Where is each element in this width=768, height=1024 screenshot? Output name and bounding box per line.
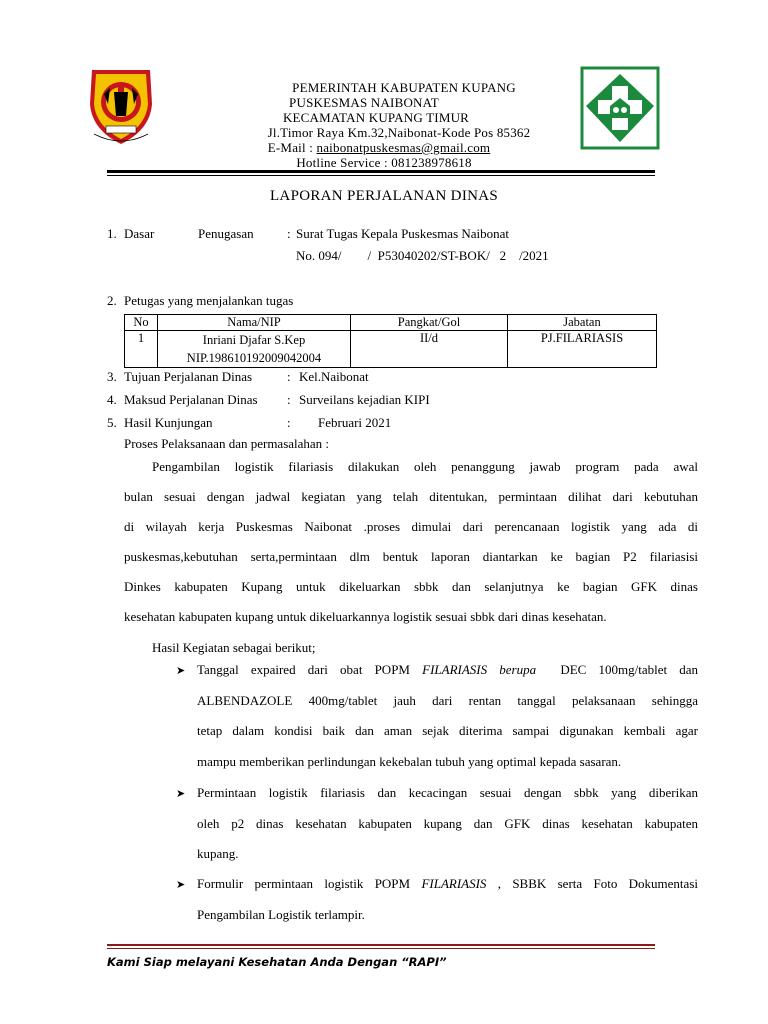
table-header-no: No bbox=[125, 315, 158, 331]
item5-sep: : bbox=[287, 415, 291, 430]
paragraph-line: puskesmas,kebutuhan serta,permintaan dlm bentuk laporan diantarkan ke bagian P2 filariasisi bbox=[124, 549, 698, 564]
email-label: E-Mail : bbox=[267, 140, 317, 155]
document-title: LAPORAN PERJALANAN DINAS bbox=[269, 188, 499, 204]
paragraph-line: kesehatan kabupaten kupang untuk dikeluarkannya logistik sesuai sbbk dari dinas kesehatan. bbox=[124, 609, 607, 624]
footer-rule-thin bbox=[107, 948, 655, 949]
header-line1: PEMERINTAH KABUPATEN KUPANG bbox=[292, 80, 516, 95]
item3-label: Tujuan Perjalanan Dinas bbox=[124, 369, 253, 384]
header-email-line bbox=[0, 140, 763, 156]
petugas-table bbox=[124, 314, 657, 368]
proses-label: Proses Pelaksanaan dan permasalahan : bbox=[124, 436, 330, 451]
header-rule-thick bbox=[107, 170, 655, 173]
hasil-label: Hasil Kegiatan sebagai berikut; bbox=[152, 640, 316, 655]
bullet-italic: FILARIASIS berupa bbox=[422, 662, 537, 677]
bullet-pre: Tanggal expaired dari obat POPM bbox=[197, 662, 423, 677]
footer-rule-thick bbox=[107, 944, 655, 946]
table-cell-nip: NIP.198610192009042004 bbox=[186, 351, 322, 365]
table-header-jabatan: Jabatan bbox=[508, 315, 657, 331]
item4-sep: : bbox=[287, 392, 291, 407]
item3-num: 3. bbox=[107, 369, 117, 384]
footer-motto: Kami Siap melayani Kesehatan Anda Dengan “RAPI” bbox=[107, 955, 447, 969]
bullet-line: mampu memberikan perlindungan kekebalan tubuh yang optimal kepada sasaran. bbox=[197, 753, 622, 769]
paragraph-line: Pengambilan logistik filariasis dilakukan oleh penanggung jawab program pada awal bbox=[152, 459, 698, 474]
email-link[interactable]: naibonatpuskesmas@gmail.com bbox=[316, 140, 491, 155]
item4-num: 4. bbox=[107, 392, 117, 407]
item2-num: 2. bbox=[107, 293, 117, 308]
item4-value: Surveilans kejadian KIPI bbox=[299, 392, 430, 407]
table-cell-no: 1 bbox=[125, 331, 158, 368]
bullet-line: kupang. bbox=[197, 846, 239, 861]
table-row bbox=[125, 331, 657, 368]
item1-value: Surat Tugas Kepala Puskesmas Naibonat bbox=[296, 226, 510, 241]
bullet-item bbox=[197, 655, 698, 777]
item4-label: Maksud Perjalanan Dinas bbox=[124, 392, 258, 407]
bullet-line: ALBENDAZOLE 400mg/tablet jauh dari rentan tanggal pelaksanaan sehingga bbox=[197, 692, 698, 708]
item1-label: Dasar bbox=[124, 226, 155, 241]
bullet-pre: Formulir permintaan logistik POPM bbox=[197, 876, 422, 891]
bullet-line: oleh p2 dinas kesehatan kabupaten kupang dan GFK dinas kesehatan kabupaten bbox=[197, 815, 698, 831]
header-line2: PUSKESMAS NAIBONAT bbox=[289, 95, 439, 110]
table-cell-nama-text: Inriani Djafar S.Kep bbox=[202, 333, 306, 347]
item1-num: 1. bbox=[107, 226, 117, 241]
item1-sep: : bbox=[287, 226, 291, 241]
item3-value: Kel.Naibonat bbox=[299, 369, 369, 384]
arrow-bullet-icon: ➤ bbox=[176, 878, 186, 891]
proses-paragraph bbox=[124, 452, 698, 632]
bullet-post: DEC 100mg/tablet dan bbox=[536, 662, 698, 677]
arrow-bullet-icon: ➤ bbox=[176, 787, 186, 800]
bullet-item bbox=[197, 778, 698, 870]
item5-num: 5. bbox=[107, 415, 117, 430]
table-cell-nama bbox=[158, 331, 351, 368]
item1-label2: Penugasan bbox=[198, 226, 254, 241]
item1-nomor: No. 094/ / P53040202/ST-BOK/ 2 /2021 bbox=[296, 248, 549, 263]
paragraph-line: bulan sesuai dengan jadwal kegiatan yang telah ditentukan, permintaan dilihat dari kebutuhan bbox=[124, 489, 698, 504]
item5-value: Februari 2021 bbox=[318, 415, 392, 430]
bullet-line: tetap dalam kondisi baik dan aman sejak diterima sampai digunakan kembali agar bbox=[197, 723, 698, 738]
table-header-row bbox=[125, 315, 657, 331]
item3-sep: : bbox=[287, 369, 291, 384]
bullet-first-line bbox=[197, 869, 698, 900]
bullet-item bbox=[197, 869, 698, 930]
header-address: Jl.Timor Raya Km.32,Naibonat-Kode Pos 85362 bbox=[267, 125, 531, 140]
header-hotline: Hotline Service : 081238978618 bbox=[296, 155, 472, 170]
bullet-line: Permintaan logistik filariasis dan kecacingan sesuai dengan sbbk yang diberikan bbox=[197, 785, 698, 800]
table-header-pangkat: Pangkat/Gol bbox=[351, 315, 508, 331]
table-cell-jabatan: PJ.FILARIASIS bbox=[508, 331, 657, 368]
bullet-italic: FILARIASIS , bbox=[421, 876, 501, 891]
header-rule-thin bbox=[107, 175, 655, 176]
bullet-first-line bbox=[197, 655, 698, 686]
header-line3: KECAMATAN KUPANG TIMUR bbox=[282, 110, 470, 125]
arrow-bullet-icon: ➤ bbox=[176, 664, 186, 677]
paragraph-line: di wilayah kerja Puskesmas Naibonat .proses dimulai dari perencanaan logistik yang ada di bbox=[124, 519, 698, 534]
item2-label: Petugas yang menjalankan tugas bbox=[124, 293, 294, 308]
table-header-nama: Nama/NIP bbox=[158, 315, 351, 331]
bullet-post: SBBK serta Foto Dokumentasi bbox=[501, 876, 698, 891]
item5-label: Hasil Kunjungan bbox=[124, 415, 213, 430]
bullet-line: Pengambilan Logistik terlampir. bbox=[197, 906, 365, 922]
table-cell-gol: II/d bbox=[351, 331, 508, 368]
paragraph-line: Dinkes kabupaten Kupang untuk dikeluarkan sbbk dan selanjutnya ke bagian GFK dinas bbox=[124, 579, 698, 594]
